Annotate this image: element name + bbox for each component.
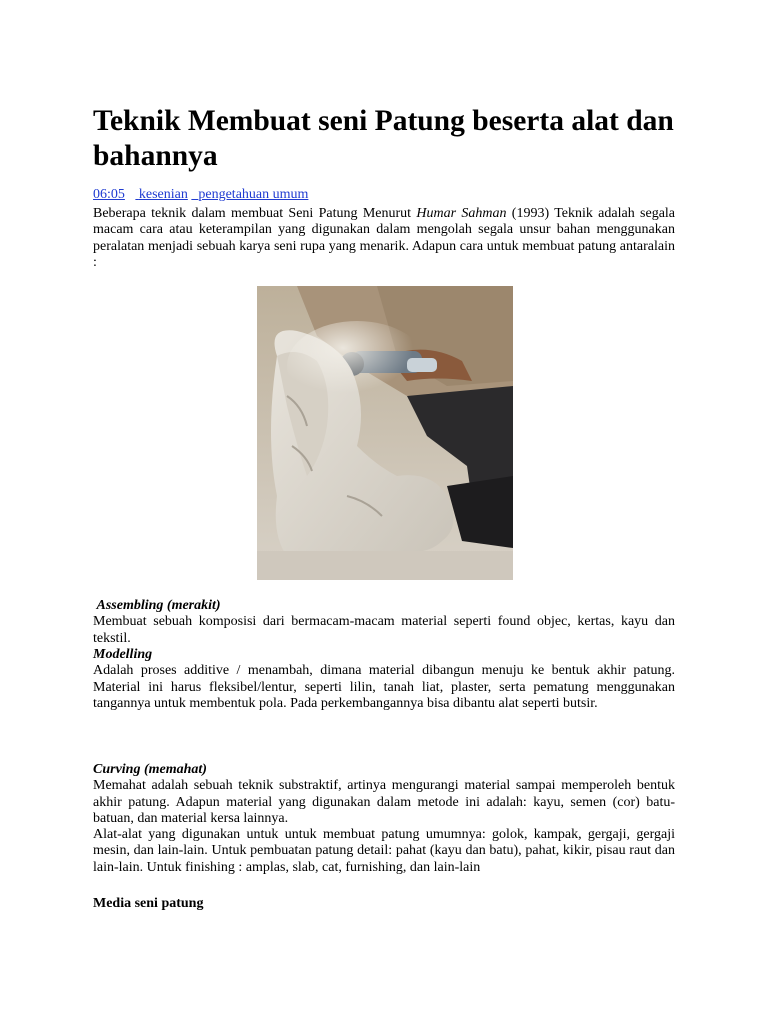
author-name: Humar Sahman	[416, 206, 507, 221]
section-curving	[93, 762, 675, 876]
label-link-pengetahuan-umum[interactable]: pengetahuan umum	[198, 187, 309, 202]
section-media	[93, 896, 675, 912]
intro-paragraph: Beberapa teknik dalam membuat Seni Patung Menurut Humar Sahman (1993) Teknik adalah segala macam cara atau keterampilan yang digunakan dalam mengolah segala unsur bahan menggunakan peralatan menjadi sebuah karya seni rupa yang menarik. Adapun cara untuk membuat patung antaralain :	[93, 206, 676, 270]
section-body: Memahat adalah sebuah teknik substraktif, artinya mengurangi material sampai memperoleh bentuk akhir patung. Adapun material yang digunakan dalam metode ini adalah: kayu, semen (cor) batu-batuan, dan material kersa lainnya.	[93, 778, 675, 826]
section-heading: Modelling	[93, 647, 153, 662]
article-title: Teknik Membuat seni Patung beserta alat dan bahannya	[93, 105, 674, 172]
post-meta	[93, 187, 308, 203]
section-body: Adalah proses additive / menambah, dimana material dibangun menuju ke bentuk akhir patung. Material ini harus fleksibel/lentur, seperti lilin, tanah liat, plaster, serta pematung menggunakan tangannya untuk membentuk pola. Pada perkembangannya bisa dibantu alat seperti butsir.	[93, 663, 675, 711]
section-body-tools: Alat-alat yang digunakan untuk untuk membuat patung umumnya: golok, kampak, gergaji, gergaji mesin, dan lain-lain. Untuk pembuatan patung detail: pahat (kayu dan batu), pahat, kikir, pisau raut dan lain-lain. Untuk finishing : amplas, slab, cat, furnishing, dan lain-lain	[93, 827, 675, 875]
section-heading: Curving (memahat)	[93, 762, 207, 777]
label-link-kesenian[interactable]: kesenian	[138, 187, 188, 202]
section-modelling	[93, 647, 675, 712]
section-assembling	[93, 598, 675, 647]
section-body: Membuat sebuah komposisi dari bermacam-macam material seperti found objec, kertas, kayu dan tekstil.	[93, 614, 675, 646]
section-heading: Assembling (merakit)	[96, 598, 221, 613]
sculpting-photo	[257, 286, 513, 580]
media-heading: Media seni patung	[93, 896, 204, 911]
post-time-link[interactable]: 06:05	[93, 187, 125, 202]
